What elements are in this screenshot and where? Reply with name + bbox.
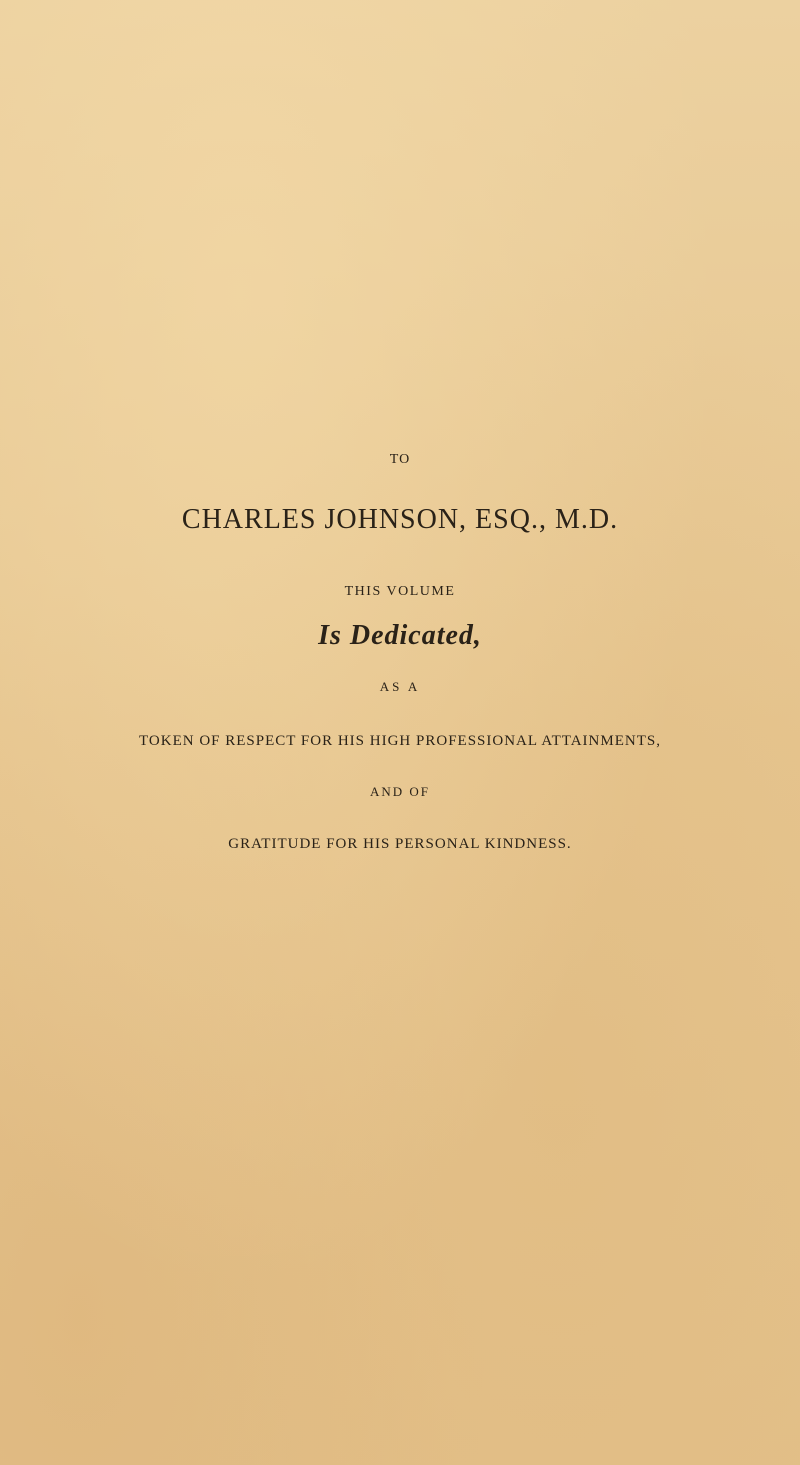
dedicatee-name: CHARLES JOHNSON, ESQ., M.D. <box>181 504 619 535</box>
is-dedicated-text: Is Dedicated, <box>318 620 482 651</box>
token-of-respect-text: TOKEN OF RESPECT FOR HIS HIGH PROFESSIONAL ATTAINMENTS, <box>139 733 661 749</box>
dedication-to: TO <box>389 452 411 467</box>
this-volume-text: THIS VOLUME <box>344 584 456 599</box>
as-a-text: AS A <box>379 679 421 694</box>
gratitude-text: GRATITUDE FOR HIS PERSONAL KINDNESS. <box>228 836 572 852</box>
and-of-text: AND OF <box>369 784 431 799</box>
